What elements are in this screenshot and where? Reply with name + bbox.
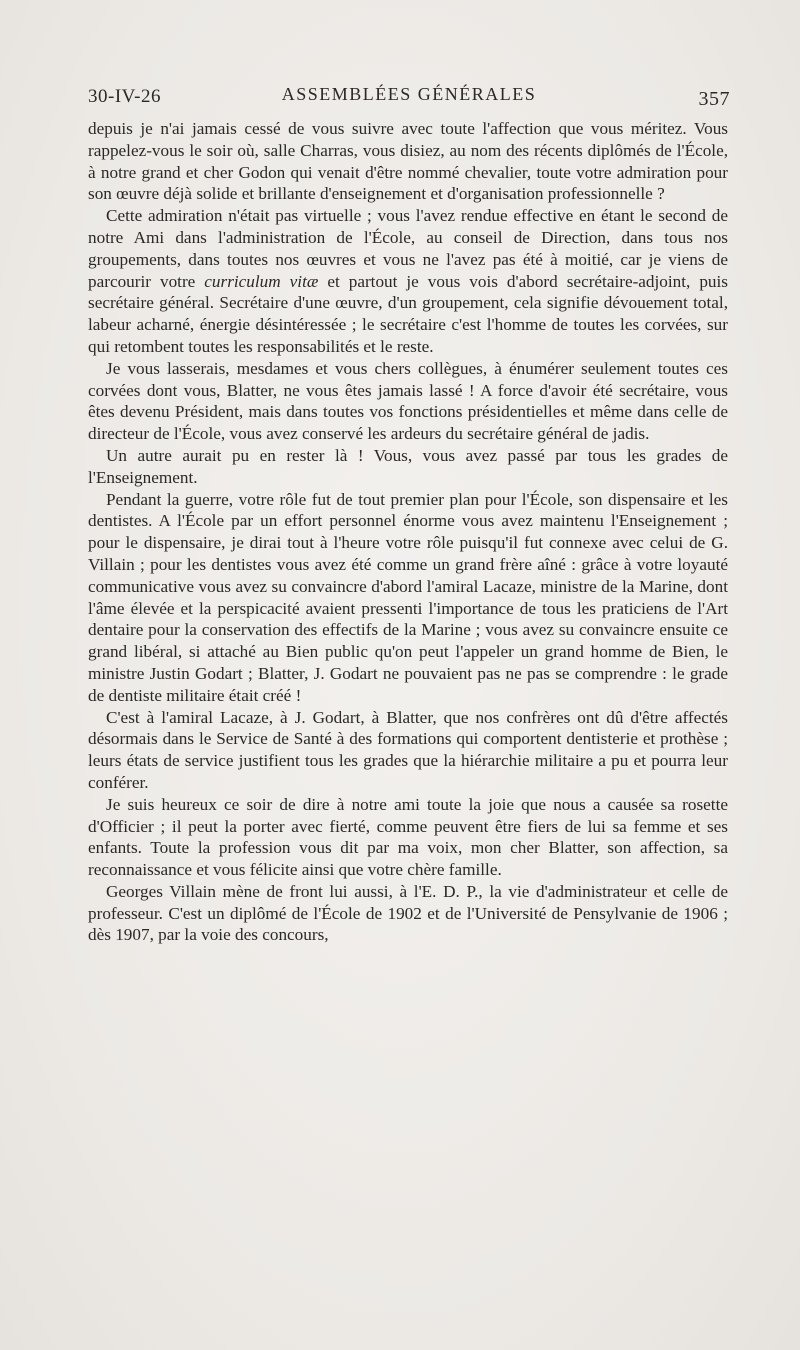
paragraph-4: Un autre aurait pu en rester là ! Vous, vous avez passé par tous les grades de l'Enseignement. (88, 445, 728, 487)
paragraph-8: Georges Villain mène de front lui aussi, à l'E. D. P., la vie d'administrateur et celle de professeur. C'est un diplômé de l'École de 1902 et de l'Université de Pensylvanie de 1906 ; dès 1907, par la voie des concours, (88, 881, 728, 945)
paragraph-2 (88, 205, 728, 358)
paragraph-6: C'est à l'amiral Lacaze, à J. Godart, à Blatter, que nos confrères ont dû d'être affectés désormais dans le Service de Santé à des formations qui comportent dentisterie et prothèse ; leurs états de service justifient tous les grades que la hiérarchie militaire a pu et pourra leur conférer. (88, 707, 728, 792)
paragraph-1: depuis je n'ai jamais cessé de vous suivre avec toute l'affection que vous méritez. Vous rappelez-vous le soir où, salle Charras, vous disiez, au nom des récents diplômés de l'École, à notre grand et cher Godon qui venait d'être nommé chevalier, toute votre admiration pour son œuvre déjà solide et brillante d'enseignement et d'organisation professionnelle ? (88, 119, 728, 204)
paragraph-3: Je vous lasserais, mesdames et vous chers collègues, à énumérer seulement toutes ces corvées dont vous, Blatter, ne vous êtes jamais lassé ! A force d'avoir été secrétaire, vous êtes devenu Président, mais dans toutes vos fonctions présidentielles et même dans celle de directeur de l'École, vous avez conservé les ardeurs du secrétaire général de jadis. (88, 358, 728, 444)
page-number: 357 (698, 88, 730, 110)
paragraph-2-text-before: Cette admiration n'était pas virtuelle ; vous l'avez rendue effective en étant le second de notre Ami dans l'administration de l'École, au conseil de Direction, dans tous nos groupements, dans toutes nos œuvres et vous ne l'avez pas été à moitié, car je viens de parcourir votre (88, 206, 728, 291)
body-text (88, 118, 728, 946)
paragraph-2-text-after: et partout je vous vois d'abord secrétaire-adjoint, puis secrétaire général. Secrétaire d'une œuvre, d'un groupement, cela signifie dévouement total, labeur acharné, énergie désintéressée ; le secrétaire c'est l'homme de toutes les corvées, sur qui retombent toutes les responsabilités et le reste. (88, 271, 728, 356)
paragraph-7: Je suis heureux ce soir de dire à notre ami toute la joie que nous a causée sa rosette d'Officier ; il peut la porter avec fierté, comme peuvent être fiers de lui sa femme et ses enfants. Toute la profession vous dit par ma voix, mon cher Blatter, son affection, sa reconnaissance et vous félicite ainsi que votre chère famille. (88, 794, 728, 880)
paragraph-2-italic-term: curriculum vitæ (204, 271, 319, 291)
header-date: 30-IV-26 (88, 86, 161, 107)
running-header (88, 80, 730, 112)
paragraph-5: Pendant la guerre, votre rôle fut de tout premier plan pour l'École, son dispensaire et les dentistes. A l'École par un effort personnel énorme vous avez maintenu l'Enseignement ; pour le dispensaire, je dirai tout à l'heure votre rôle puisqu'il fut connexe avec celui de G. Villain ; pour les dentistes vous avez été comme un grand frère aîné : grâce à votre loyauté communicative vous avez su convaincre d'abord l'amiral Lacaze, ministre de la Marine, dont l'âme élevée et la perspicacité avaient pressenti l'importance de tous les praticiens de l'Art dentaire pour la conservation des effectifs de la Marine ; vous avez su convaincre ensuite ce grand libéral, si attaché au Bien public qu'on peut l'appeler un grand homme de Bien, le ministre Justin Godart ; Blatter, J. Godart ne pouvaient pas ne pas se comprendre : le grade de dentiste militaire était créé ! (88, 489, 728, 705)
header-title: ASSEMBLÉES GÉNÉRALES (281, 84, 537, 104)
